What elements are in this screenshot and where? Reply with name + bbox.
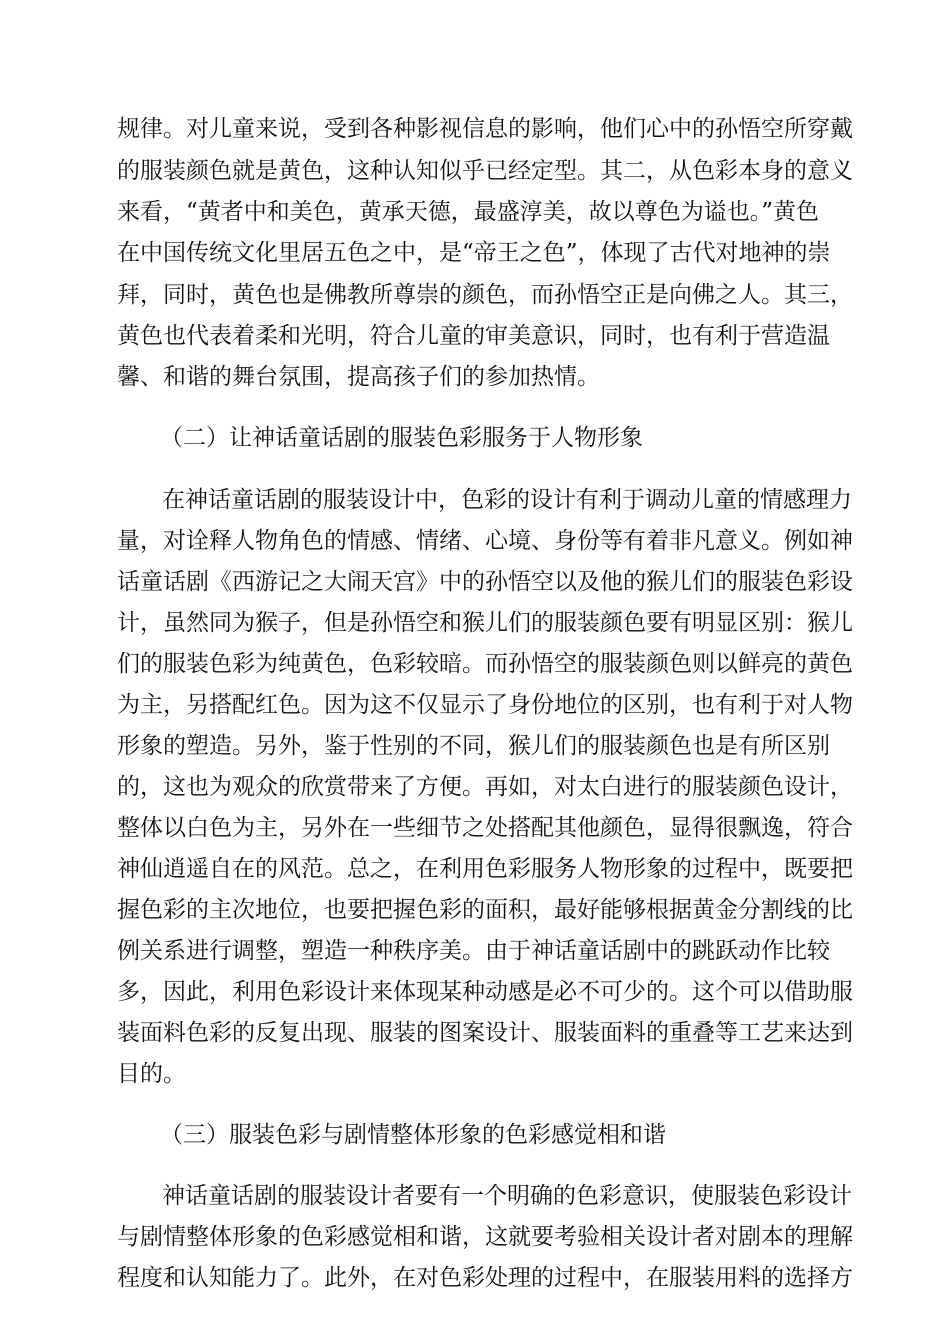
paragraph-1-line-5: 拜，同时，黄色也是佛教所尊崇的颜色，而孙悟空正是向佛之人。其三， (117, 282, 853, 308)
paragraph-2-line-5: 们的服装色彩为纯黄色，色彩较暗。而孙悟空的服装颜色则以鲜亮的黄色 (117, 651, 853, 677)
paragraph-2-line-15: 目的。 (117, 1061, 186, 1087)
paragraph-1-line-2: 的服装颜色就是黄色，这种认知似乎已经定型。其二，从色彩本身的意义 (117, 158, 853, 184)
paragraph-3-line-3: 程度和认知能力了。此外，在对色彩处理的过程中，在服装用料的选择方 (117, 1265, 853, 1291)
paragraph-2-line-1: 在神话童话剧的服装设计中，色彩的设计有利于调动儿童的情感理力 (162, 487, 852, 513)
paragraph-2-line-14: 装面料色彩的反复出现、服装的图案设计、服装面料的重叠等工艺来达到 (117, 1020, 853, 1046)
paragraph-2-line-11: 握色彩的主次地位，也要把握色彩的面积，最好能够根据黄金分割线的比 (117, 897, 853, 923)
section-heading-3: （三）服装色彩与剧情整体形象的色彩感觉相和谐 (160, 1122, 666, 1148)
section-heading-2: （二）让神话童话剧的服装色彩服务于人物形象 (160, 425, 643, 451)
paragraph-2-line-4: 计，虽然同为猴子，但是孙悟空和猴儿们的服装颜色要有明显区别：猴儿 (117, 610, 853, 636)
paragraph-2-line-13: 多，因此，利用色彩设计来体现某种动感是必不可少的。这个可以借助服 (117, 979, 853, 1005)
paragraph-1-line-4: 在中国传统文化里居五色之中，是“帝王之色”，体现了古代对地神的崇 (117, 240, 831, 266)
paragraph-2-line-8: 的，这也为观众的欣赏带来了方便。再如，对太白进行的服装颜色设计， (117, 774, 853, 800)
paragraph-2-line-12: 例关系进行调整，塑造一种秩序美。由于神话童话剧中的跳跃动作比较 (117, 938, 830, 964)
paragraph-2-line-7: 形象的塑造。另外，鉴于性别的不同，猴儿们的服装颜色也是有所区别 (117, 733, 830, 759)
paragraph-2-line-6: 为主，另搭配红色。因为这不仅显示了身份地位的区别，也有利于对人物 (117, 692, 853, 718)
paragraph-1-line-3: 来看，“黄者中和美色，黄承天德，最盛淳美，故以尊色为谥也。”黄色 (117, 199, 820, 225)
paragraph-1-line-7: 馨、和谐的舞台氛围，提高孩子们的参加热情。 (117, 364, 600, 390)
paragraph-3-line-2: 与剧情整体形象的色彩感觉相和谐，这就要考验相关设计者对剧本的理解 (117, 1224, 853, 1250)
paragraph-2-line-10: 神仙逍遥自在的风范。总之，在利用色彩服务人物形象的过程中，既要把 (117, 856, 853, 882)
paragraph-3-line-1: 神话童话剧的服装设计者要有一个明确的色彩意识，使服装色彩设计 (162, 1183, 852, 1209)
paragraph-2-line-9: 整体以白色为主，另外在一些细节之处搭配其他颜色，显得很飘逸，符合 (117, 815, 853, 841)
paragraph-2-line-2: 量，对诠释人物角色的情感、情绪、心境、身份等有着非凡意义。例如神 (117, 528, 853, 554)
paragraph-1-line-6: 黄色也代表着柔和光明，符合儿童的审美意识，同时，也有利于营造温 (117, 323, 830, 349)
paragraph-2-line-3: 话童话剧《西游记之大闹天宫》中的孙悟空以及他的猴儿们的服装色彩设 (117, 569, 853, 595)
paragraph-1-line-1: 规律。对儿童来说，受到各种影视信息的影响，他们心中的孙悟空所穿戴 (117, 116, 853, 142)
